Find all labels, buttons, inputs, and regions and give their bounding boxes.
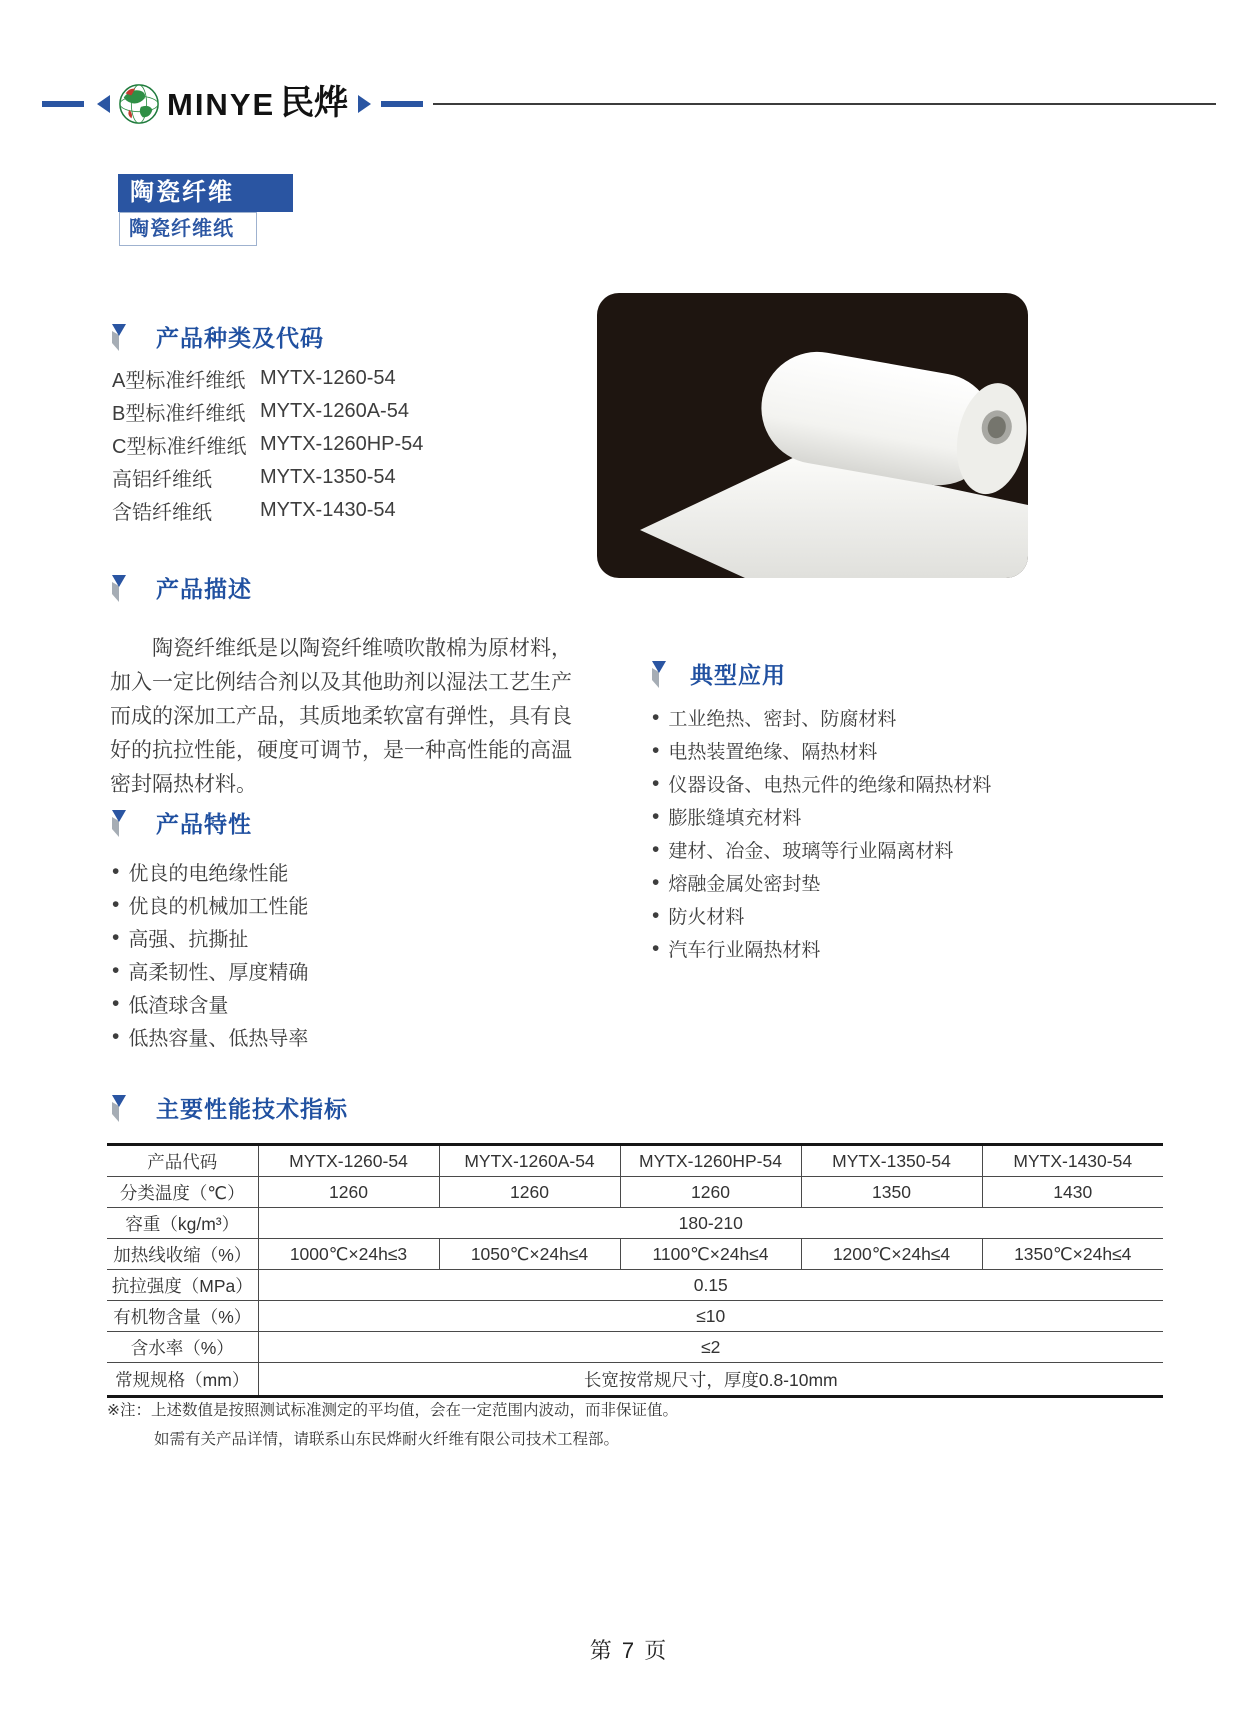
list-item xyxy=(112,987,308,1020)
table-cell: 1430 xyxy=(982,1177,1163,1208)
table-cell: 1260 xyxy=(439,1177,620,1208)
application-text: 仪器设备、电热元件的绝缘和隔热材料 xyxy=(668,775,992,796)
table-header-cell: MYTX-1260A-54 xyxy=(439,1145,620,1177)
application-text: 工业绝热、密封、防腐材料 xyxy=(668,709,897,730)
brand-name-en: MINYE xyxy=(167,86,276,122)
bullet-icon: • xyxy=(652,871,660,894)
bullet-icon: • xyxy=(112,860,120,883)
row-label-cell: 加热线收缩（%） xyxy=(107,1239,258,1270)
row-label-cell: 有机物含量（%） xyxy=(107,1301,258,1332)
section-title: 产品描述 xyxy=(156,575,252,602)
bullet-icon: • xyxy=(112,959,120,982)
page-number: 第 7 页 xyxy=(589,1638,669,1663)
section-description-heading xyxy=(112,575,252,603)
table-header-cell: 产品代码 xyxy=(107,1145,258,1177)
table-row xyxy=(107,1301,1163,1332)
bullet-icon: • xyxy=(112,1025,120,1048)
feature-text: 低渣球含量 xyxy=(128,995,229,1017)
section-title: 主要性能技术指标 xyxy=(156,1095,348,1122)
list-item xyxy=(112,494,423,527)
bullet-icon: • xyxy=(652,937,660,960)
table-cell: 1000℃×24h≤3 xyxy=(258,1239,439,1270)
list-item xyxy=(112,1020,308,1053)
section-specs-heading xyxy=(112,1095,348,1123)
type-name: C型标准纤维纸 xyxy=(112,436,247,458)
table-notes xyxy=(107,1396,678,1454)
triangle-right-icon xyxy=(358,95,371,113)
row-label-cell: 含水率（%） xyxy=(107,1332,258,1363)
application-text: 汽车行业隔热材料 xyxy=(668,940,821,961)
bullet-icon: • xyxy=(652,805,660,828)
list-item xyxy=(112,461,423,494)
table-cell: 1200℃×24h≤4 xyxy=(801,1239,982,1270)
type-code: MYTX-1260HP-54 xyxy=(260,433,424,455)
table-cell: 1350 xyxy=(801,1177,982,1208)
application-text: 电热装置绝缘、隔热材料 xyxy=(668,742,878,763)
features-list xyxy=(112,855,308,1053)
application-text: 建材、冶金、玻璃等行业隔离材料 xyxy=(668,841,954,862)
table-cell: 0.15 xyxy=(258,1270,1163,1301)
spec-table xyxy=(107,1143,1163,1398)
type-name: B型标准纤维纸 xyxy=(112,403,246,425)
row-label-cell: 抗拉强度（MPa） xyxy=(107,1270,258,1301)
bullet-icon: • xyxy=(652,838,660,861)
list-item xyxy=(652,833,991,866)
list-item xyxy=(112,395,423,428)
section-title: 产品种类及代码 xyxy=(156,324,324,351)
section-types-heading xyxy=(112,324,324,352)
table-cell: 180-210 xyxy=(258,1208,1163,1239)
list-item xyxy=(112,954,308,987)
product-description-text: 陶瓷纤维纸是以陶瓷纤维喷吹散棉为原材料，加入一定比例结合剂以及其他助剂以湿法工艺生产而成的深加工产品，其质地柔软富有弹性，具有良好的抗拉性能，硬度可调节，是一种高性能的高温密封隔热材料。 xyxy=(110,637,572,796)
bullet-icon: • xyxy=(652,706,660,729)
bullet-icon: • xyxy=(112,893,120,916)
list-item xyxy=(652,899,991,932)
list-item xyxy=(112,428,423,461)
table-cell: 1260 xyxy=(258,1177,439,1208)
section-flag-icon xyxy=(112,1095,126,1123)
application-text: 膨胀缝填充材料 xyxy=(668,808,802,829)
feature-text: 优良的电绝缘性能 xyxy=(128,863,289,885)
row-label-cell: 容重（kg/m³） xyxy=(107,1208,258,1239)
table-cell: 1100℃×24h≤4 xyxy=(620,1239,801,1270)
brand-dash-right xyxy=(381,101,423,107)
type-code: MYTX-1430-54 xyxy=(260,499,396,521)
table-row xyxy=(107,1332,1163,1363)
type-name: 高铝纤维纸 xyxy=(112,469,212,491)
table-cell: 1260 xyxy=(620,1177,801,1208)
paper-roll-illustration xyxy=(597,293,1028,578)
type-code: MYTX-1350-54 xyxy=(260,466,396,488)
product-title: 陶瓷纤维纸 xyxy=(119,212,257,246)
row-label-cell: 分类温度（℃） xyxy=(107,1177,258,1208)
table-cell: ≤10 xyxy=(258,1301,1163,1332)
section-applications-heading xyxy=(652,661,786,689)
table-cell: 1050℃×24h≤4 xyxy=(439,1239,620,1270)
type-code: MYTX-1260-54 xyxy=(260,367,396,389)
list-item xyxy=(652,701,991,734)
table-header-cell: MYTX-1260-54 xyxy=(258,1145,439,1177)
section-flag-icon xyxy=(112,575,126,603)
bullet-icon: • xyxy=(112,992,120,1015)
list-item xyxy=(652,734,991,767)
type-name: A型标准纤维纸 xyxy=(112,370,246,392)
table-cell: 1350℃×24h≤4 xyxy=(982,1239,1163,1270)
feature-text: 优良的机械加工性能 xyxy=(128,896,309,918)
list-item xyxy=(112,362,423,395)
bullet-icon: • xyxy=(652,739,660,762)
list-item xyxy=(112,855,308,888)
table-row xyxy=(107,1270,1163,1301)
table-header-cell: MYTX-1260HP-54 xyxy=(620,1145,801,1177)
header-rule xyxy=(433,103,1216,105)
application-text: 熔融金属处密封垫 xyxy=(668,874,821,895)
section-flag-icon xyxy=(112,324,126,352)
feature-text: 高强、抗撕扯 xyxy=(128,929,249,951)
row-label-cell: 常规规格（mm） xyxy=(107,1363,258,1397)
section-flag-icon xyxy=(112,810,126,838)
type-name: 含锆纤维纸 xyxy=(112,502,212,524)
table-row xyxy=(107,1239,1163,1270)
brand-dash-left xyxy=(42,101,84,107)
table-row xyxy=(107,1208,1163,1239)
table-header-cell: MYTX-1430-54 xyxy=(982,1145,1163,1177)
table-header-cell: MYTX-1350-54 xyxy=(801,1145,982,1177)
globe-logo-icon xyxy=(118,83,160,125)
product-types-list xyxy=(112,362,423,527)
section-flag-icon xyxy=(652,661,666,689)
list-item xyxy=(112,888,308,921)
section-features-heading xyxy=(112,810,252,838)
feature-text: 低热容量、低热导率 xyxy=(128,1028,309,1050)
bullet-icon: • xyxy=(652,772,660,795)
note-line: 如需有关产品详情，请联系山东民烨耐火纤维有限公司技术工程部。 xyxy=(154,1431,620,1448)
list-item xyxy=(652,932,991,965)
table-row xyxy=(107,1177,1163,1208)
table-cell: 长宽按常规尺寸，厚度0.8-10mm xyxy=(583,1369,838,1390)
list-item xyxy=(652,866,991,899)
application-text: 防火材料 xyxy=(668,907,745,928)
type-code: MYTX-1260A-54 xyxy=(260,400,409,422)
list-item xyxy=(112,921,308,954)
list-item xyxy=(652,800,991,833)
triangle-left-icon xyxy=(97,95,110,113)
section-title: 典型应用 xyxy=(690,661,786,688)
note-line: ※注：上述数值是按照测试标准测定的平均值，会在一定范围内波动，而非保证值。 xyxy=(107,1402,678,1419)
table-row xyxy=(107,1363,1163,1397)
product-photo xyxy=(597,293,1028,578)
brand-header xyxy=(42,82,1216,126)
brand-name-cn: 民烨 xyxy=(280,85,349,122)
applications-list xyxy=(652,701,991,965)
list-item xyxy=(652,767,991,800)
bullet-icon: • xyxy=(652,904,660,927)
table-header-row xyxy=(107,1145,1163,1177)
category-title: 陶瓷纤维 xyxy=(118,174,293,212)
feature-text: 高柔韧性、厚度精确 xyxy=(128,962,309,984)
table-cell: ≤2 xyxy=(258,1332,1163,1363)
bullet-icon: • xyxy=(112,926,120,949)
section-title: 产品特性 xyxy=(156,810,252,837)
